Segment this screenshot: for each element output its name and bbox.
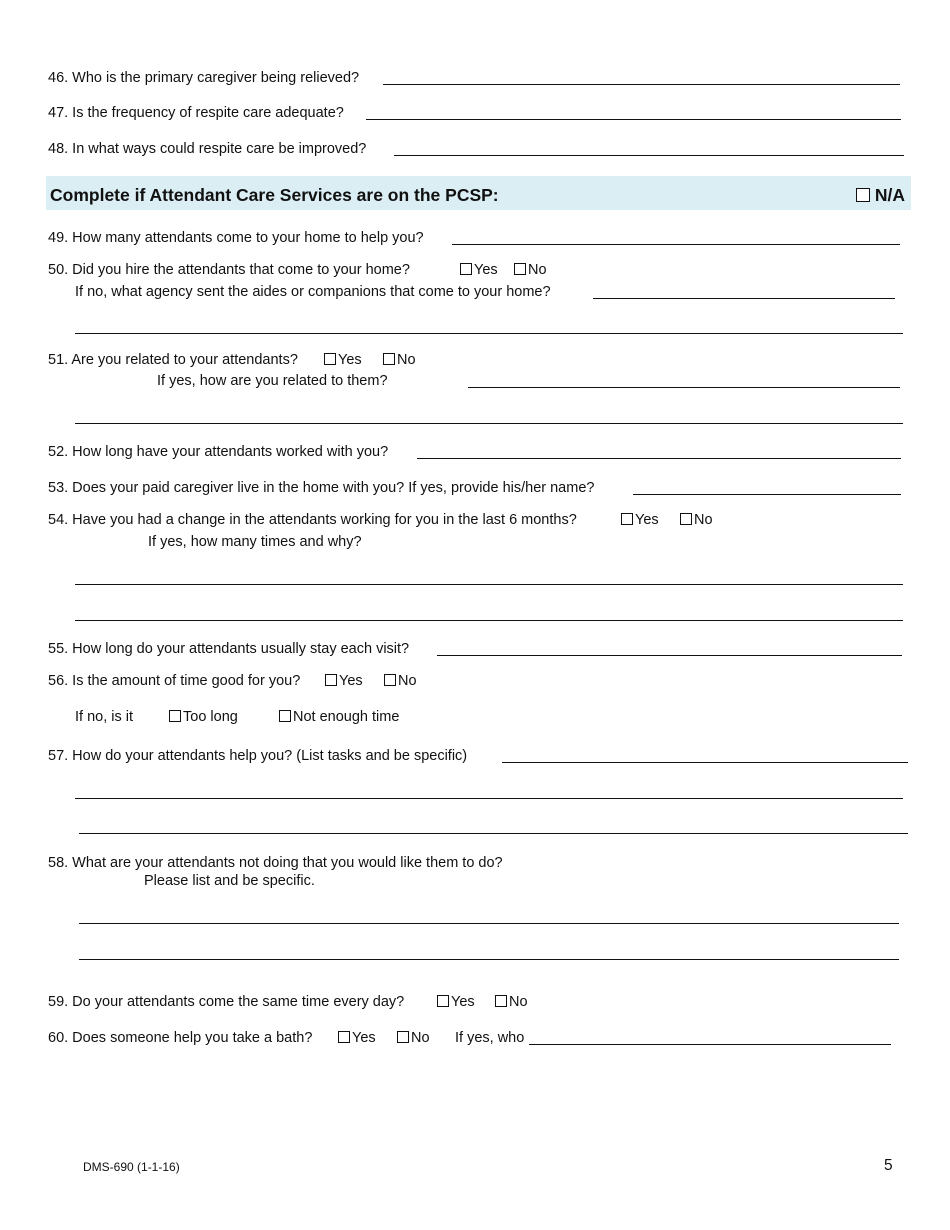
question-48: 48. In what ways could respite care be improved? [48,141,367,157]
answer-line-60[interactable] [529,1044,891,1045]
q54-yes-checkbox[interactable] [621,513,633,525]
q54-no-checkbox[interactable] [680,513,692,525]
q59-yes-checkbox[interactable] [437,995,449,1007]
na-option[interactable] [856,185,905,206]
q56-yes-label: Yes [339,673,363,689]
q60-no-checkbox[interactable] [397,1031,409,1043]
q50-yes-option[interactable] [460,262,498,278]
q56-too-long-option[interactable] [169,709,238,725]
q59-yes-option[interactable] [437,994,475,1010]
answer-line-57b[interactable] [75,798,903,799]
q60-no-option[interactable] [397,1030,430,1046]
answer-line-55[interactable] [437,655,902,656]
answer-line-53[interactable] [633,494,901,495]
q60-yes-checkbox[interactable] [338,1031,350,1043]
q50-yes-checkbox[interactable] [460,263,472,275]
form-id: DMS-690 (1-1-16) [83,1160,180,1174]
answer-line-50a[interactable] [593,298,895,299]
q60-yes-label: Yes [352,1030,376,1046]
question-53: 53. Does your paid caregiver live in the home with you? If yes, provide his/her name? [48,480,595,496]
question-60-who: If yes, who [455,1030,525,1046]
q56-too-long-label: Too long [183,709,238,725]
question-47: 47. Is the frequency of respite care adequate? [48,105,344,121]
answer-line-51a[interactable] [468,387,900,388]
q50-no-label: No [528,262,547,278]
q56-too-long-checkbox[interactable] [169,710,181,722]
q59-yes-label: Yes [451,994,475,1010]
q51-yes-label: Yes [338,352,362,368]
answer-line-57c[interactable] [79,833,908,834]
answer-line-48[interactable] [394,155,904,156]
answer-line-49[interactable] [452,244,900,245]
q50-no-option[interactable] [514,262,547,278]
q51-no-checkbox[interactable] [383,353,395,365]
answer-line-47[interactable] [366,119,901,120]
answer-line-57a[interactable] [502,762,908,763]
q56-no-option[interactable] [384,673,417,689]
question-49: 49. How many attendants come to your home to help you? [48,230,424,246]
question-54-sub: If yes, how many times and why? [148,534,362,550]
q56-yes-checkbox[interactable] [325,674,337,686]
q50-no-checkbox[interactable] [514,263,526,275]
q56-no-checkbox[interactable] [384,674,396,686]
q54-no-option[interactable] [680,512,713,528]
question-46: 46. Who is the primary caregiver being relieved? [48,70,360,86]
q56-not-enough-label: Not enough time [293,709,400,725]
q51-no-option[interactable] [383,352,416,368]
q56-yes-option[interactable] [325,673,363,689]
answer-line-52[interactable] [417,458,901,459]
na-label: N/A [874,185,905,205]
q51-yes-option[interactable] [324,352,362,368]
question-58-sub: Please list and be specific. [144,873,315,889]
answer-line-46[interactable] [383,84,900,85]
section-header-attendant-care [46,176,911,210]
answer-line-54b[interactable] [75,620,903,621]
q60-yes-option[interactable] [338,1030,376,1046]
q54-yes-option[interactable] [621,512,659,528]
question-50-sub: If no, what agency sent the aides or companions that come to your home? [75,284,551,300]
q51-no-label: No [397,352,416,368]
q51-yes-checkbox[interactable] [324,353,336,365]
q54-yes-label: Yes [635,512,659,528]
q54-no-label: No [694,512,713,528]
question-51-sub: If yes, how are you related to them? [157,373,388,389]
question-56-sub: If no, is it [75,709,134,725]
question-56: 56. Is the amount of time good for you? [48,673,301,689]
q59-no-label: No [509,994,528,1010]
question-50: 50. Did you hire the attendants that come to your home? [48,262,410,278]
q56-no-label: No [398,673,417,689]
answer-line-58a[interactable] [79,923,899,924]
section-title: Complete if Attendant Care Services are on the PCSP: [50,185,499,205]
q56-not-enough-checkbox[interactable] [279,710,291,722]
question-58: 58. What are your attendants not doing that you would like them to do? [48,855,503,871]
question-55: 55. How long do your attendants usually stay each visit? [48,641,410,657]
q56-not-enough-option[interactable] [279,709,399,725]
question-60: 60. Does someone help you take a bath? [48,1030,313,1046]
question-51: 51. Are you related to your attendants? [48,352,298,368]
question-59: 59. Do your attendants come the same time every day? [48,994,405,1010]
answer-line-58b[interactable] [79,959,899,960]
q59-no-checkbox[interactable] [495,995,507,1007]
answer-line-50b[interactable] [75,333,903,334]
question-54: 54. Have you had a change in the attendants working for you in the last 6 months? [48,512,577,528]
na-checkbox[interactable] [856,188,870,202]
page-number: 5 [884,1157,893,1174]
question-52: 52. How long have your attendants worked with you? [48,444,389,460]
q50-yes-label: Yes [474,262,498,278]
q59-no-option[interactable] [495,994,528,1010]
answer-line-51b[interactable] [75,423,903,424]
q60-no-label: No [411,1030,430,1046]
answer-line-54a[interactable] [75,584,903,585]
question-57: 57. How do your attendants help you? (List tasks and be specific) [48,748,468,764]
